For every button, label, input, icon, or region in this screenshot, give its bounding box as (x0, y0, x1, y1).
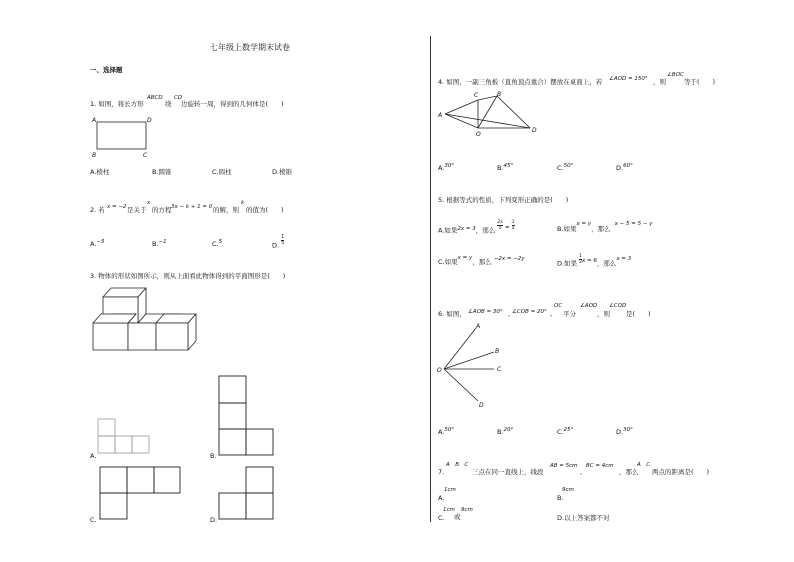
q6-option-c-letter: C. (557, 428, 564, 436)
q1-option-c[interactable]: C.圆柱 (212, 168, 232, 176)
q4-option-b[interactable] (497, 164, 513, 173)
q6-comma-2: , (550, 310, 553, 318)
q2-option-a[interactable] (90, 240, 105, 249)
q6-label-b: B (495, 348, 500, 355)
section-heading: 一、选择题 (90, 66, 123, 74)
q6-option-a-value: 50° (444, 427, 455, 433)
q2-option-c-value: 5 (218, 239, 223, 245)
q5-b-prefix: B.如果 (557, 225, 577, 233)
q1-prefix: 1. 如图，将长方形 (90, 100, 144, 108)
q2-k: k (241, 200, 245, 206)
q2-option-d-letter: D. (272, 241, 280, 250)
q2-option-d-num: 1 (281, 234, 285, 240)
q6-label-c: C (497, 366, 502, 373)
q6-option-a[interactable] (438, 428, 454, 437)
q4-option-c-value: 50° (563, 163, 574, 169)
q4-option-c-letter: C. (557, 164, 564, 172)
q5-d-then: ，那么 (596, 259, 617, 268)
q5-a-den1: a (498, 226, 502, 231)
q4-mid: ，则 (653, 78, 666, 86)
q5-text: 5. 根据等式的性质，下列变形正确的是( ) (438, 196, 569, 204)
q5-a-prefix: A.如果 (438, 226, 458, 235)
q6-bisect: 平分 (563, 310, 576, 318)
q6-option-d[interactable] (616, 428, 633, 437)
q2-option-d-fraction (281, 235, 284, 246)
q5-d-num: 1 (579, 254, 583, 259)
q1-rectangle (97, 122, 146, 149)
q7-bc: BC = 4cm (586, 463, 614, 469)
q7-text-2: ，那么 (619, 468, 639, 476)
q5-option-c[interactable] (438, 255, 525, 267)
q2-option-c-letter: C. (212, 240, 219, 248)
q7-option-c[interactable]: C. (438, 514, 445, 522)
q3-option-b[interactable]: B. (210, 452, 217, 460)
q2-option-b-value: −1 (158, 239, 167, 245)
q5-a-num1: 2x (497, 220, 503, 225)
q6-option-d-value: 30° (623, 427, 633, 433)
q1-edge-word: 绕 (165, 100, 172, 108)
q2-option-d[interactable] (272, 234, 285, 251)
q1-option-b[interactable]: B.圆锥 (152, 168, 172, 176)
q6-option-b-value: 20° (503, 427, 514, 433)
q4-option-b-value: 45° (503, 163, 514, 169)
q4-label-d: D (532, 127, 537, 134)
q6-aod: ∠AOD (580, 303, 598, 309)
page-title: 七年级上数学期末试卷 (210, 43, 290, 52)
q4-option-a[interactable] (438, 164, 454, 173)
q1-label-b: B (92, 152, 97, 159)
q4-label-b: B (497, 91, 502, 98)
q5-c-if: x = y (457, 255, 473, 261)
q2-var: x (147, 200, 151, 206)
q2-option-c[interactable] (212, 240, 222, 249)
q1-suffix: 边旋转一周，得到的几何体是( ) (181, 100, 284, 108)
q5-d-prefix: D.如果 (557, 259, 578, 268)
q5-c-result: −2x = −2y (493, 256, 525, 262)
q6-option-c[interactable] (557, 428, 573, 437)
q5-a-num2: 3 (511, 220, 515, 225)
q6-label-a: A (476, 323, 481, 330)
q7-comma: , (580, 468, 583, 476)
q5-b-then: ，那么 (591, 225, 611, 233)
q6-comma: , (508, 310, 511, 318)
q4-label-c: C (474, 92, 479, 99)
q7-ab: AB = 5cm (550, 463, 578, 469)
q4-option-d[interactable] (616, 164, 633, 173)
q4-option-c[interactable] (557, 164, 573, 173)
q7-option-d[interactable]: D.以上答案都不对 (557, 514, 610, 522)
q6-option-b-letter: B. (497, 428, 504, 436)
q7-option-a[interactable]: A. (438, 494, 445, 502)
q1-rect-name: ABCD (147, 95, 163, 101)
q2-suffix: 的值为( ) (246, 206, 284, 214)
q4-target: ∠BOC (667, 72, 684, 78)
q4-label-o: O (476, 131, 481, 138)
q2-option-d-den: 5 (281, 240, 285, 246)
q7-option-c-value-2: 9cm (461, 507, 473, 513)
q7-option-b[interactable]: B. (557, 494, 564, 502)
q5-option-b[interactable] (557, 221, 653, 234)
q3-text: 3. 物体的形状如图所示，则从上面看此物体得到的平面图形是( ) (90, 272, 286, 280)
q7-text-1: 三点在同一直线上，线段 (472, 468, 544, 476)
q5-option-d[interactable] (557, 254, 632, 269)
q6-option-d-letter: D. (616, 428, 624, 436)
q3-option-a[interactable]: A. (90, 452, 97, 460)
q6-option-c-value: 25° (563, 427, 574, 433)
q2-x-value: x = −2 (107, 204, 127, 210)
q5-d-den: 2 (579, 260, 583, 265)
q6-label-d: D (479, 402, 484, 409)
q6-option-b[interactable] (497, 428, 513, 437)
q6-label-o: O (437, 367, 442, 374)
q6-cond-2: ∠COB = 20° (512, 309, 547, 315)
q3-option-c[interactable]: C. (90, 516, 97, 524)
q6-mid: ，则 (597, 310, 610, 318)
q2-option-a-letter: A. (90, 240, 97, 248)
q1-label-d: D (147, 117, 152, 124)
q7-ac: A C (637, 462, 651, 468)
q5-b-result: x − 5 = 5 − y (614, 221, 653, 227)
q5-b-if: x = y (576, 221, 592, 227)
q4-option-b-letter: B. (497, 164, 504, 172)
q2-mid2: 的方程 (152, 206, 172, 214)
q2-prefix: 2. 若 (90, 206, 105, 214)
q1-edge: CD (174, 95, 183, 101)
q6-prefix: 6. 如图， (438, 310, 466, 318)
q1-label-c: C (143, 152, 148, 159)
q4-label-a: A (438, 112, 443, 119)
q2-option-b-letter: B. (152, 240, 159, 248)
q5-a-then: ，那么 (475, 226, 496, 235)
q7-text-3: 两点的距离是( ) (652, 468, 710, 476)
q4-option-a-letter: A. (438, 164, 445, 172)
q5-a-frac1 (497, 220, 503, 231)
q2-option-b[interactable] (152, 240, 167, 249)
q2-mid1: 是关于 (127, 206, 147, 214)
q6-suffix: 是( ) (626, 310, 651, 318)
q5-d-result: x = 3 (616, 255, 632, 262)
q1-label-a: A (92, 117, 97, 124)
q7-num: 7. (438, 468, 445, 476)
q6-option-a-letter: A. (438, 428, 445, 436)
q1-option-a[interactable]: A.棱柱 (90, 168, 110, 176)
q6-cod: ∠COD (609, 303, 627, 309)
q4-option-a-value: 30° (444, 163, 455, 169)
q2-option-a-value: −5 (96, 239, 105, 245)
q6-cond-1: ∠AOB = 30° (468, 309, 503, 315)
q2-equation: 3x − k + 1 = 0 (171, 204, 213, 210)
q5-a-eq: = (504, 224, 510, 231)
q5-a-if: 2x = 3 (457, 225, 476, 232)
q5-a-den2: a (511, 226, 515, 231)
q4-option-d-value: 60° (623, 163, 633, 169)
q5-d-if: x = 6 (582, 257, 597, 264)
q5-option-a[interactable] (438, 220, 515, 236)
q7-points: A B C (446, 462, 469, 468)
q5-c-prefix: C.如果 (438, 258, 458, 266)
q4-condition: ∠AOD = 150° (609, 76, 648, 82)
q4-suffix: 等于( ) (684, 78, 716, 86)
q4-option-d-letter: D. (616, 164, 624, 172)
q1-option-d[interactable]: D.棱锥 (272, 168, 293, 176)
q7-option-c-value-1: 1cm (443, 507, 455, 513)
q2-mid3: 的解，则 (213, 206, 239, 214)
q7-option-a-value: 1cm (444, 487, 456, 493)
q6-oc: OC (554, 303, 563, 309)
q5-a-frac2 (512, 220, 515, 231)
q7-option-b-value: 9cm (562, 487, 574, 493)
column-divider (430, 36, 431, 522)
q5-c-then: ，那么 (472, 258, 492, 266)
q7-option-c-or: 或 (454, 513, 461, 521)
q3-option-d[interactable]: D. (210, 516, 218, 524)
q4-prefix: 4. 如图，一副三角板（直角顶点重合）摆放在桌面上，若 (438, 78, 603, 86)
